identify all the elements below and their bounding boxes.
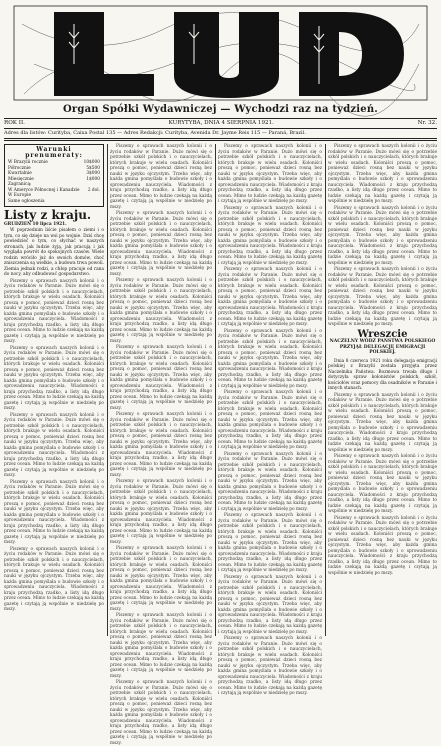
column-separator [325,144,326,636]
column-4 [328,144,437,636]
subscription-label: W Ameryce Północnej i Kanadzie [8,187,80,193]
column-text: Piszemy o sprawach naszych kolonii i o życiu rodaków w Paranie. Dużo mówi się o potrzebie szkół polskich i o nauczycielach, których brakuje w wielu osadach. Koloniści proszą o pomoc, ponieważ dzieci rosną bez nauki w języku ojczystym. Trzeba więc, aby każda gmina pomyślała o budowie szkoły i o sprowadzeniu nauczyciela. Wiadomości z kraju przychodzą rzadko, a listy idą długo przez ocean. Mimo to ludzie czekają na każdą gazetę i czytają ją wspólnie w niedzielę po mszy. [328,454,437,515]
subscription-price: 1$000 [86,176,100,182]
column-text: Piszemy o sprawach naszych kolonii i o życiu rodaków w Paranie. Dużo mówi się o potrzebie szkół polskich i o nauczycielach, których brakuje w wielu osadach. Koloniści proszą o pomoc, ponieważ dzieci rosną bez nauki w języku ojczystym. Trzeba więc, aby każda gmina pomyślała o budowie szkoły i o sprowadzeniu nauczyciela. Wiadomości z kraju przychodzą rzadko, a listy idą długo przez ocean. Mimo to ludzie czekają na każdą gazetę i czytają ją wspólnie w niedzielę po mszy. [328,515,437,576]
column-text: Piszemy o sprawach naszych kolonii i o życiu rodaków w Paranie. Dużo mówi się o potrzebie szkół polskich i o nauczycielach, których brakuje w wielu osadach. Koloniści proszą o pomoc, ponieważ dzieci rosną bez nauki w języku ojczystym. Trzeba więc, aby każda gmina pomyślała o budowie szkoły i o sprowadzeniu nauczyciela. Wiadomości z kraju przychodzą rzadko, a listy idą długo przez ocean. Mimo to ludzie czekają na każdą gazetę i czytają ją wspólnie w niedzielę po mszy. [110,680,212,746]
column-text: Piszemy o sprawach naszych kolonii i o życiu rodaków w Paranie. Dużo mówi się o potrzebie szkół polskich i o nauczycielach, których brakuje w wielu osadach. Koloniści proszą o pomoc, ponieważ dzieci rosną bez nauki w języku ojczystym. Trzeba więc, aby każda gmina pomyślała o budowie szkoły i o sprowadzeniu nauczyciela. Wiadomości z kraju przychodzą rzadko, a listy idą długo przez ocean. Mimo to ludzie czekają na każdą gazetę i czytają ją wspólnie w niedzielę po mszy. [110,479,212,545]
subscription-row [8,199,100,205]
column-text: Piszemy o sprawach naszych kolonii i o życiu rodaków w Paranie. Dużo mówi się o potrzebie szkół polskich i o nauczycielach, których brakuje w wielu osadach. Koloniści proszą o pomoc, ponieważ dzieci rosną bez nauki w języku ojczystym. Trzeba więc, aby każda gmina pomyślała o budowie szkoły i o sprowadzeniu nauczyciela. Wiadomości z kraju przychodzą rzadko, a listy idą długo przez ocean. Mimo to ludzie czekają na każdą gazetę i czytają ją wspólnie w niedzielę po mszy. [218,267,322,327]
issue-year: ROK II. [4,120,25,126]
column-text: Piszemy o sprawach naszych kolonii i o życiu rodaków w Paranie. Dużo mówi się o potrzebie szkół polskich i o nauczycielach, których brakuje w wielu osadach. Koloniści proszą o pomoc, ponieważ dzieci rosną bez nauki w języku ojczystym. Trzeba więc, aby każda gmina pomyślała o budowie szkoły i o sprowadzeniu nauczyciela. Wiadomości z kraju przychodzą rzadko, a listy idą długo przez ocean. Mimo to ludzie czekają na każdą gazetę i czytają ją wspólnie w niedzielę po mszy. [4,546,104,612]
column-text: Piszemy o sprawach naszych kolonii i o życiu rodaków w Paranie. Dużo mówi się o potrzebie szkół polskich i o nauczycielach, których brakuje w wielu osadach. Koloniści proszą o pomoc, ponieważ dzieci rosną bez nauki w języku ojczystym. Trzeba więc, aby każda gmina pomyślała o budowie szkoły i o sprowadzeniu nauczyciela. Wiadomości z kraju przychodzą rzadko, a listy idą długo przez ocean. Mimo to ludzie czekają na każdą gazetę i czytają ją wspólnie w niedzielę po mszy. [110,546,212,612]
subtitle: Organ Spółki Wydawniczej — Wychodzi raz na tydzień. [63,104,378,115]
column-text: Piszemy o sprawach naszych kolonii i o życiu rodaków w Paranie. Dużo mówi się o potrzebie szkół polskich i o nauczycielach, których brakuje w wielu osadach. Koloniści proszą o pomoc, ponieważ dzieci rosną bez nauki w języku ojczystym. Trzeba więc, aby każda gmina pomyślała o budowie szkoły i o sprowadzeniu nauczyciela. Wiadomości z kraju przychodzą rzadko, a listy idą długo przez ocean. Mimo to ludzie czekają na każdą gazetę i czytają ją wspólnie w niedzielę po mszy. [218,451,322,512]
subscription-price: 10$000 [83,160,100,165]
subscription-price: 2 dol. [87,187,100,193]
mid-rule [4,128,437,129]
article-listy-title: Listy z kraju. [4,208,92,222]
column-text: Piszemy o sprawach naszych kolonii i o życiu rodaków w Paranie. Dużo mówi się o potrzebie szkół polskich i o nauczycielach, których brakuje w wielu osadach. Koloniści proszą o pomoc, ponieważ dzieci rosną bez nauki w języku ojczystym. Trzeba więc, aby każda gmina pomyślała o budowie szkoły i o sprowadzeniu nauczyciela. Wiadomości z kraju przychodzą rzadko, a listy idą długo przez ocean. Mimo to ludzie czekają na każdą gazetę i czytają ją wspólnie w niedzielę po mszy. [328,267,437,327]
issue-info [4,120,437,126]
column-text: Piszemy o sprawach naszych kolonii i o życiu rodaków w Paranie. Dużo mówi się o potrzebie szkół polskich i o nauczycielach, których brakuje w wielu osadach. Koloniści proszą o pomoc, ponieważ dzieci rosną bez nauki w języku ojczystym. Trzeba więc, aby każda gmina pomyślała o budowie szkoły i o sprowadzeniu nauczyciela. Wiadomości z kraju przychodzą rzadko, a listy idą długo przez ocean. Mimo to ludzie czekają na każdą gazetę i czytają ją wspólnie w niedzielę po mszy. [218,513,322,573]
column-text: Piszemy o sprawach naszych kolonii i o życiu rodaków w Paranie. Dużo mówi się o potrzebie szkół polskich i o nauczycielach, których brakuje w wielu osadach. Koloniści proszą o pomoc, ponieważ dzieci rosną bez nauki w języku ojczystym. Trzeba więc, aby każda gmina pomyślała o budowie szkoły i o sprowadzeniu nauczyciela. Wiadomości z kraju przychodzą rzadko, a listy idą długo przez ocean. Mimo to ludzie czekają na każdą gazetę i czytają ją wspólnie w niedzielę po mszy. [110,345,212,411]
column-text: Piszemy o sprawach naszych kolonii i o życiu rodaków w Paranie. Dużo mówi się o potrzebie szkół polskich i o nauczycielach, których brakuje w wielu osadach. Koloniści proszą o pomoc, ponieważ dzieci rosną bez nauki w języku ojczystym. Trzeba więc, aby każda gmina pomyślała o budowie szkoły i o sprowadzeniu nauczyciela. Wiadomości z kraju przychodzą rzadko, a listy idą długo przez ocean. Mimo to ludzie czekają na każdą gazetę i czytają ją wspólnie w niedzielę po mszy. [110,412,212,478]
subscription-label: Miesięcznie [8,176,34,182]
column-text: Piszemy o sprawach naszych kolonii i o życiu rodaków w Paranie. Dużo mówi się o potrzebie szkół polskich i o nauczycielach, których brakuje w wielu osadach. Koloniści proszą o pomoc, ponieważ dzieci rosną bez nauki w języku ojczystym. Trzeba więc, aby każda gmina pomyślała o budowie szkoły i o sprowadzeniu nauczyciela. Wiadomości z kraju przychodzą rzadko, a listy idą długo przez ocean. Mimo to ludzie czekają na każdą gazetę i czytają ją wspólnie w niedzielę po mszy. [328,392,437,453]
column-text: Piszemy o sprawach naszych kolonii i o życiu rodaków w Paranie. Dużo mówi się o potrzebie szkół polskich i o nauczycielach, których brakuje w wielu osadach. Koloniści proszą o pomoc, ponieważ dzieci rosną bez nauki w języku ojczystym. Trzeba więc, aby każda gmina pomyślała o budowie szkoły i o sprowadzeniu nauczyciela. Wiadomości z kraju przychodzą rzadko, a listy idą długo przez ocean. Mimo to ludzie czekają na każdą gazetę i czytają ją wspólnie w niedzielę po mszy. [218,574,322,635]
column-text: Piszemy o sprawach naszych kolonii i o życiu rodaków w Paranie. Dużo mówi się o potrzebie szkół polskich i o nauczycielach, których brakuje w wielu osadach. Koloniści proszą o pomoc, ponieważ dzieci rosną bez nauki w języku ojczystym. Trzeba więc, aby każda gmina pomyślała o budowie szkoły i o sprowadzeniu nauczyciela. Wiadomości z kraju przychodzą rzadko, a listy idą długo przez ocean. Mimo to ludzie czekają na każdą gazetę i czytają ją wspólnie w niedzielę po mszy. [110,278,212,344]
subscription-title: Warunki prenumeraty: [25,146,83,159]
column-text: Piszemy o sprawach naszych kolonii i o życiu rodaków w Paranie. Dużo mówi się o potrzebie szkół polskich i o nauczycielach, których brakuje w wielu osadach. Koloniści proszą o pomoc, ponieważ dzieci rosną bez nauki w języku ojczystym. Trzeba więc, aby każda gmina pomyślała o budowie szkoły i o sprowadzeniu nauczyciela. Wiadomości z kraju przychodzą rzadko, a listy idą długo przez ocean. Mimo to ludzie czekają na każdą gazetę i czytają ją wspólnie w niedzielę po mszy. [110,144,212,210]
column-text: Piszemy o sprawach naszych kolonii i o życiu rodaków w Paranie. Dużo mówi się o potrzebie szkół polskich i o nauczycielach, których brakuje w wielu osadach. Koloniści proszą o pomoc, ponieważ dzieci rosną bez nauki w języku ojczystym. Trzeba więc, aby każda gmina pomyślała o budowie szkoły i o sprowadzeniu nauczyciela. Wiadomości z kraju przychodzą rzadko, a listy idą długo przez ocean. Mimo to ludzie czekają na każdą gazetę i czytają ją wspólnie w niedzielę po mszy. [4,479,104,545]
bottom-rule [4,138,437,139]
column-text: Piszemy o sprawach naszych kolonii i o życiu rodaków w Paranie. Dużo mówi się o potrzebie szkół polskich i o nauczycielach, których brakuje w wielu osadach. Koloniści proszą o pomoc, ponieważ dzieci rosną bez nauki w języku ojczystym. Trzeba więc, aby każda gmina pomyślała o budowie szkoły i o sprowadzeniu nauczyciela. Wiadomości z kraju przychodzą rzadko, a listy idą długo przez ocean. Mimo to ludzie czekają na każdą gazetę i czytają ją wspólnie w niedzielę po mszy. [218,636,322,696]
column-text: Piszemy o sprawach naszych kolonii i o życiu rodaków w Paranie. Dużo mówi się o potrzebie szkół polskich i o nauczycielach, których brakuje w wielu osadach. Koloniści proszą o pomoc, ponieważ dzieci rosną bez nauki w języku ojczystym. Trzeba więc, aby każda gmina pomyślała o budowie szkoły i o sprowadzeniu nauczyciela. Wiadomości z kraju przychodzą rzadko, a listy idą długo przez ocean. Mimo to ludzie czekają na każdą gazetę i czytają ją wspólnie w niedzielę po mszy. [218,205,322,266]
subscription-rows [8,160,100,204]
column-separator [107,144,108,636]
article-listy-dateline: GRUDZIEŃ 10 lipca 1921. [4,221,67,227]
column-text: Piszemy o sprawach naszych kolonii i o życiu rodaków w Paranie. Dużo mówi się o potrzebie szkół polskich i o nauczycielach, których brakuje w wielu osadach. Koloniści proszą o pomoc, ponieważ dzieci rosną bez nauki w języku ojczystym. Trzeba więc, aby każda gmina pomyślała o budowie szkoły i o sprowadzeniu nauczyciela. Wiadomości z kraju przychodzą rzadko, a listy idą długo przez ocean. Mimo to ludzie czekają na każdą gazetę i czytają ją wspólnie w niedzielę po mszy. [328,144,437,204]
subscription-label: Same ogłoszenia [8,198,45,204]
article-wreszcie-lead: NACZELNY WÓDZ PAŃSTWA POLSKIEGO PRZYJĄŁ DELEGACJĘ EMIGRACJI POLSKIEJ. [329,339,436,356]
bottom-rule-2 [4,140,437,141]
article-wreszcie-title: Wreszcie [357,328,408,340]
column-text: Piszemy o sprawach naszych kolonii i o życiu rodaków w Paranie. Dużo mówi się o potrzebie szkół polskich i o nauczycielach, których brakuje w wielu osadach. Koloniści proszą o pomoc, ponieważ dzieci rosną bez nauki w języku ojczystym. Trzeba więc, aby każda gmina pomyślała o budowie szkoły i o sprowadzeniu nauczyciela. Wiadomości z kraju przychodzą rzadko, a listy idą długo przez ocean. Mimo to ludzie czekają na każdą gazetę i czytają ją wspólnie w niedzielę po mszy. [4,412,104,478]
subscription-label: W Europie [8,193,31,198]
subscription-price: 5$500 [86,165,100,171]
column-1 [4,144,104,636]
column-3 [218,144,322,696]
top-rule [4,118,437,119]
article-listy-body: W poprzednim liście pisałem o ziemi i o tym, co się dzieje na wsi po wojnie. Dziś chcę powiedzieć o tym, co słychać w naszych stronach, jak ludzie żyją, jak pracują i jak wygląda powrót do spokojnych czasów. Wiele rodzin wróciło już do swoich domów, choć zniszczenia są wielkie, a budowa trwa powoli. Ziemia jednak rodzi, a chłop pracuje od rana do nocy, aby odbudować gospodarstwo. [4,228,105,277]
subscription-box [4,144,104,207]
column-text: Piszemy o sprawach naszych kolonii i o życiu rodaków w Paranie. Dużo mówi się o potrzebie szkół polskich i o nauczycielach, których brakuje w wielu osadach. Koloniści proszą o pomoc, ponieważ dzieci rosną bez nauki w języku ojczystym. Trzeba więc, aby każda gmina pomyślała o budowie szkoły i o sprowadzeniu nauczyciela. Wiadomości z kraju przychodzą rzadko, a listy idą długo przez ocean. Mimo to ludzie czekają na każdą gazetę i czytają ją wspólnie w niedzielę po mszy. [110,211,212,277]
column-text: Piszemy o sprawach naszych kolonii i o życiu rodaków w Paranie. Dużo mówi się o potrzebie szkół polskich i o nauczycielach, których brakuje w wielu osadach. Koloniści proszą o pomoc, ponieważ dzieci rosną bez nauki w języku ojczystym. Trzeba więc, aby każda gmina pomyślała o budowie szkoły i o sprowadzeniu nauczyciela. Wiadomości z kraju przychodzą rzadko, a listy idą długo przez ocean. Mimo to ludzie czekają na każdą gazetę i czytają ją wspólnie w niedzielę po mszy. [218,328,322,389]
column-text: Piszemy o sprawach naszych kolonii i o życiu rodaków w Paranie. Dużo mówi się o potrzebie szkół polskich i o nauczycielach, których brakuje w wielu osadach. Koloniści proszą o pomoc, ponieważ dzieci rosną bez nauki w języku ojczystym. Trzeba więc, aby każda gmina pomyślała o budowie szkoły i o sprowadzeniu nauczyciela. Wiadomości z kraju przychodzą rzadko, a listy idą długo przez ocean. Mimo to ludzie czekają na każdą gazetę i czytają ją wspólnie w niedzielę po mszy. [110,613,212,679]
column-text: Piszemy o sprawach naszych kolonii i o życiu rodaków w Paranie. Dużo mówi się o potrzebie szkół polskich i o nauczycielach, których brakuje w wielu osadach. Koloniści proszą o pomoc, ponieważ dzieci rosną bez nauki w języku ojczystym. Trzeba więc, aby każda gmina pomyślała o budowie szkoły i o sprowadzeniu nauczyciela. Wiadomości z kraju przychodzą rzadko, a listy idą długo przez ocean. Mimo to ludzie czekają na każdą gazetę i czytają ją wspólnie w niedzielę po mszy. [218,144,322,204]
column-text: Piszemy o sprawach naszych kolonii i o życiu rodaków w Paranie. Dużo mówi się o potrzebie szkół polskich i o nauczycielach, których brakuje w wielu osadach. Koloniści proszą o pomoc, ponieważ dzieci rosną bez nauki w języku ojczystym. Trzeba więc, aby każda gmina pomyślała o budowie szkoły i o sprowadzeniu nauczyciela. Wiadomości z kraju przychodzą rzadko, a listy idą długo przez ocean. Mimo to ludzie czekają na każdą gazetę i czytają ją wspólnie w niedzielę po mszy. [4,345,104,411]
column-separator [215,144,216,636]
column-2 [110,144,212,746]
masthead-logo [14,4,427,102]
subscription-label: Zagranicą: [8,182,32,187]
address-line: Adres dla listów: Curityba, Caixa Postal 135 — Adres Redakcji: Curityba, Avenida Dr. Jayme Reis 115 — Paraná, Brazil. [4,130,306,136]
column-text: Piszemy o sprawach naszych kolonii i o życiu rodaków w Paranie. Dużo mówi się o potrzebie szkół polskich i o nauczycielach, których brakuje w wielu osadach. Koloniści proszą o pomoc, ponieważ dzieci rosną bez nauki w języku ojczystym. Trzeba więc, aby każda gmina pomyślała o budowie szkoły i o sprowadzeniu nauczyciela. Wiadomości z kraju przychodzą rzadko, a listy idą długo przez ocean. Mimo to ludzie czekają na każdą gazetę i czytają ją wspólnie w niedzielę po mszy. [328,205,437,266]
column-text: Piszemy o sprawach naszych kolonii i o życiu rodaków w Paranie. Dużo mówi się o potrzebie szkół polskich i o nauczycielach, których brakuje w wielu osadach. Koloniści proszą o pomoc, ponieważ dzieci rosną bez nauki w języku ojczystym. Trzeba więc, aby każda gmina pomyślała o budowie szkoły i o sprowadzeniu nauczyciela. Wiadomości z kraju przychodzą rzadko, a listy idą długo przez ocean. Mimo to ludzie czekają na każdą gazetę i czytają ją wspólnie w niedzielę po mszy. [4,278,104,344]
subscription-label: Kwartalnie [8,171,32,176]
subscription-price: 3$000 [86,171,100,176]
subscription-label: Półrocznie [8,165,31,171]
article-wreszcie-body: Dnia 8 czerwca 1921 roku delegacja emigracji polskiej z Brazylii została przyjęta przez Naczelnika Państwa. Rozmowa trwała długo i dotyczyła spraw kolonistów polskich, szkół, kościołów oraz pomocy dla osadników w Paranie i innych stanach. [328,358,437,392]
column-text: Piszemy o sprawach naszych kolonii i o życiu rodaków w Paranie. Dużo mówi się o potrzebie szkół polskich i o nauczycielach, których brakuje w wielu osadach. Koloniści proszą o pomoc, ponieważ dzieci rosną bez nauki w języku ojczystym. Trzeba więc, aby każda gmina pomyślała o budowie szkoły i o sprowadzeniu nauczyciela. Wiadomości z kraju przychodzą rzadko, a listy idą długo przez ocean. Mimo to ludzie czekają na każdą gazetę i czytają ją wspólnie w niedzielę po mszy. [218,390,322,450]
issue-date: KURYTYBA, DNIA 4 SIERPNIA 1921. [168,120,274,126]
issue-number: Nr. 32. [417,120,437,126]
subscription-label: W Brazylii rocznie [8,160,48,165]
